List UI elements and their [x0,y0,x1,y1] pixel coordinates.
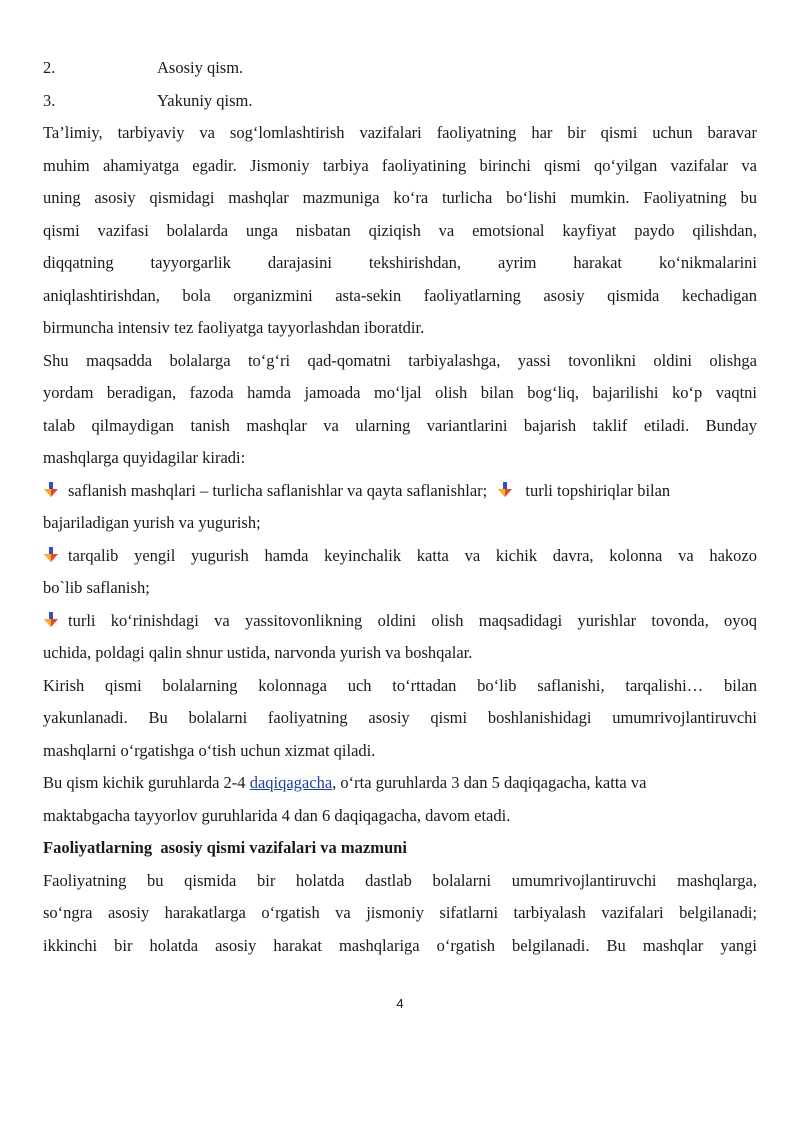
text-line: Shu maqsadda bolalarga to‘g‘ri qad-qomatni tarbiyalashga, yassi tovonlikni oldini olishga [43,350,757,370]
section-heading: Faoliyatlarning asosiy qismi vazifalari va mazmuni [43,838,407,857]
text-line: birmuncha intensiv tez faoliyatga tayyorlashdan iboratdir. [43,318,425,337]
paragraph [43,670,757,768]
text-line: ikkinchi bir holatda asosiy harakat mashqlariga o‘rgatish belgilanadi. Bu mashqlar yangi [43,935,757,955]
text-line: maktabgacha tayyorlov guruhlarida 4 dan 6 daqiqagacha, davom etadi. [43,805,511,825]
arrow-down-bullet-icon [43,612,59,628]
page-number: 4 [396,996,404,1011]
text-line: Faoliyatning bu qismida bir holatda dastlab bolalarni umumrivojlantiruvchi mashqlarga, [43,870,757,890]
text-line: mashqlarni o‘rgatishga o‘tish uchun xizmat qiladi. [43,740,376,760]
daqiqagacha-link[interactable]: daqiqagacha [249,773,333,792]
bullet-item: saflanish mashqlari – turlicha saflanishlar va qayta saflanishlar; turli topshiriqlar bilan [43,475,757,508]
paragraph [43,345,757,475]
text-line: diqqatning tayyorgarlik darajasini tekshirishdan, ayrim harakat ko‘nikmalarini [43,253,757,272]
paragraph [43,865,757,963]
bullet-item: turli ko‘rinishdagi va yassitovonlikning oldini olish maqsadidagi yurishlar tovonda, oyoq [43,605,757,638]
text-line: uchida, poldagi qalin shnur ustida, narvonda yurish va boshqalar. [43,643,473,662]
list-item: 3. Yakuniy qism. [43,90,253,110]
text-line: uning asosiy qismidagi mashqlar mazmuniga ko‘ra turlicha bo‘lishi mumkin. Faoliyatning bu [43,188,757,207]
text-line: yakunlanadi. Bu bolalarni faoliyatning asosiy qismi boshlanishidagi umumrivojlantiruvchi [43,708,757,727]
text-line: Kirish qismi bolalarning kolonnaga uch to‘rttadan bo‘lib saflanishi, tarqalishi… bilan [43,675,757,695]
paragraph [43,117,757,345]
text-line: mashqlarga quyidagilar kiradi: [43,448,246,467]
text-line: bo`lib saflanish; [43,578,150,597]
text-line: Ta’limiy, tarbiyaviy va sog‘lomlashtirish vazifalari faoliyatning har bir qismi uchun baravar [43,123,757,142]
arrow-down-bullet-icon [497,482,513,498]
text-line: qismi vazifasi bolalarda unga nisbatan qiziqish va emotsional kayfiyat paydo qilishdan, [43,220,757,240]
text-line: bajariladigan yurish va yugurish; [43,513,261,532]
text-line: yordam beradigan, fazoda hamda jamoada mo‘ljal olish bilan bog‘liq, bajarilishi ko‘p vaqtni [43,383,757,402]
list-item: 2. Asosiy qism. [43,58,244,77]
text-line: Bu qism kichik guruhlarda 2-4 daqiqagacha, o‘rta guruhlarda 3 dan 5 daqiqagacha, katta va [43,773,647,792]
text-line: talab qilmaydigan tanish mashqlar va ularning variantlarini bajarish taklif etiladi. Bunday [43,415,757,435]
text-line: so‘ngra asosiy harakatlarga o‘rgatish va jismoniy sifatlarni tarbiyalash vazifalari belgilanadi; [43,903,757,922]
text-line: aniqlashtirishdan, bola organizmini asta-sekin faoliyatlarning asosiy qismida kechadigan [43,285,757,305]
bullet-item: tarqalib yengil yugurish hamda keyinchalik katta va kichik davra, kolonna va hakozo [43,540,757,573]
arrow-down-bullet-icon [43,547,59,563]
arrow-down-bullet-icon [43,482,59,498]
document-page [43,52,757,962]
text-line: muhim ahamiyatga egadir. Jismoniy tarbiya faoliyatining birinchi qismi qo‘yilgan vazifalar va [43,155,757,175]
